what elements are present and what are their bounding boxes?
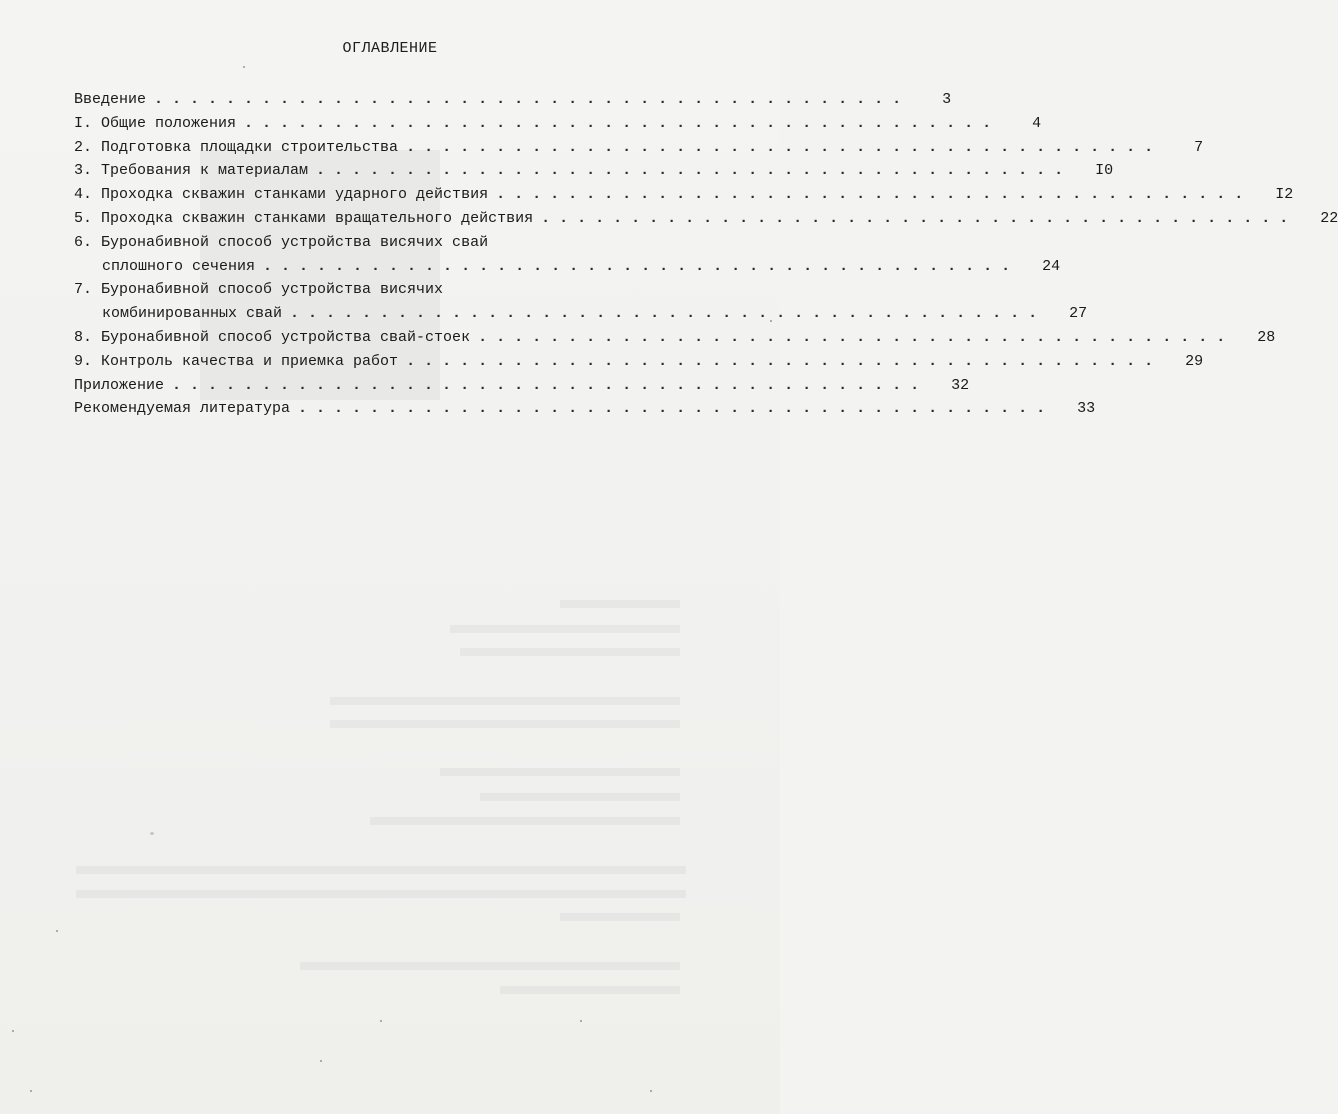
toc-entry-page: 3 [942,91,952,108]
toc-entry-introduction [74,88,952,112]
paper-speck [650,1090,652,1092]
toc-leader-dots: . . . . . . . . . . . . . . . . . . . . . . . . . . . . . . . . . . . . . . . . . . [154,91,902,108]
paper-speck [12,1030,14,1032]
toc-leader-dots: . . . . . . . . . . . . . . . . . . . . . . . . . . . . . . . . . . . . . . . . . . [406,352,1154,370]
toc-leader-dots: . . . . . . . . . . . . . . . . . . . . . . . . . . . . . . . . . . . . . . . . . . [496,186,1244,204]
toc-entry-label: 9. Контроль качества и приемка работ [74,352,399,370]
toc-entry-label: Приложение [74,376,165,394]
toc-entry-label-line1: 7. Буронабивной способ устройства висячих [74,281,444,299]
toc-entry-5 [74,207,1338,231]
paper-speck [580,1020,582,1022]
toc-entry-3 [74,159,1114,183]
toc-entry-page: 4 [1032,114,1042,132]
toc-entry-page: 7 [1194,138,1204,156]
toc-entry-page: 29 [1185,352,1204,370]
toc-entry-4 [74,183,1294,207]
paper-speck [56,930,58,932]
paper-speck [380,1020,382,1022]
toc-leader-dots: . . . . . . . . . . . . . . . . . . . . . . . . . . . . . . . . . . . . . . . . . . [172,376,920,394]
toc-leader-dots: . . . . . . . . . . . . . . . . . . . . . . . . . . . . . . . . . . . . . . . . . . [263,257,1011,275]
paper-speck [30,1090,32,1092]
toc-entry-label: 2. Подготовка площадки строительства [74,138,399,156]
toc-entry-6 [74,231,1061,279]
toc-entry-label-line2: комбинированных свай [102,305,283,323]
paper-speck [150,832,154,835]
toc-entry-appendix [74,374,970,398]
toc-entry-page: 33 [1077,400,1096,418]
toc-entry-page: 28 [1257,328,1276,346]
toc-leader-dots: . . . . . . . . . . . . . . . . . . . . . . . . . . . . . . . . . . . . . . . . . . [316,162,1064,180]
toc-entry-label: 3. Требования к материалам [74,162,309,180]
toc-entry-label: I. Общие положения [74,114,237,132]
toc-entry-page: 24 [1042,257,1061,275]
paper-speck [770,320,772,322]
toc-entry-7 [74,278,1088,326]
toc-entry-label: Рекомендуемая литература [74,400,291,418]
toc-entry-page: I2 [1275,186,1294,204]
toc-entry-label: 4. Проходка скважин станками ударного действия [74,186,489,204]
paper-speck [243,66,245,68]
toc-entry-1 [74,112,1042,136]
toc-leader-dots: . . . . . . . . . . . . . . . . . . . . . . . . . . . . . . . . . . . . . . . . . . [541,209,1289,227]
toc-entry-label-line1: 6. Буронабивной способ устройства висячих свай [74,233,489,251]
table-of-contents [74,88,1338,421]
toc-leader-dots: . . . . . . . . . . . . . . . . . . . . . . . . . . . . . . . . . . . . . . . . . . [406,138,1154,156]
toc-entry-page: 22 [1320,209,1338,227]
toc-entry-label: Введение [74,91,147,108]
toc-leader-dots: . . . . . . . . . . . . . . . . . . . . . . . . . . . . . . . . . . . . . . . . . . [478,328,1226,346]
toc-entry-label-line2: сплошного сечения [102,257,256,275]
toc-entry-page: 32 [951,376,970,394]
toc-leader-dots: . . . . . . . . . . . . . . . . . . . . . . . . . . . . . . . . . . . . . . . . . . [298,400,1046,418]
toc-entry-9 [74,350,1204,374]
toc-entry-8 [74,326,1276,350]
toc-entry-page: 27 [1069,305,1088,323]
toc-leader-dots: . . . . . . . . . . . . . . . . . . . . . . . . . . . . . . . . . . . . . . . . . . [244,114,992,132]
page-title: ОГЛАВЛЕНИЕ [342,40,438,57]
toc-entry-page: I0 [1095,162,1114,180]
paper-speck [320,1060,322,1062]
toc-entry-label: 5. Проходка скважин станками вращательного действия [74,209,534,227]
toc-entry-label: 8. Буронабивной способ устройства свай-стоек [74,328,471,346]
toc-entry-2 [74,136,1204,160]
toc-entry-references [74,397,1096,421]
toc-leader-dots: . . . . . . . . . . . . . . . . . . . . . . . . . . . . . . . . . . . . . . . . . . [290,305,1038,323]
